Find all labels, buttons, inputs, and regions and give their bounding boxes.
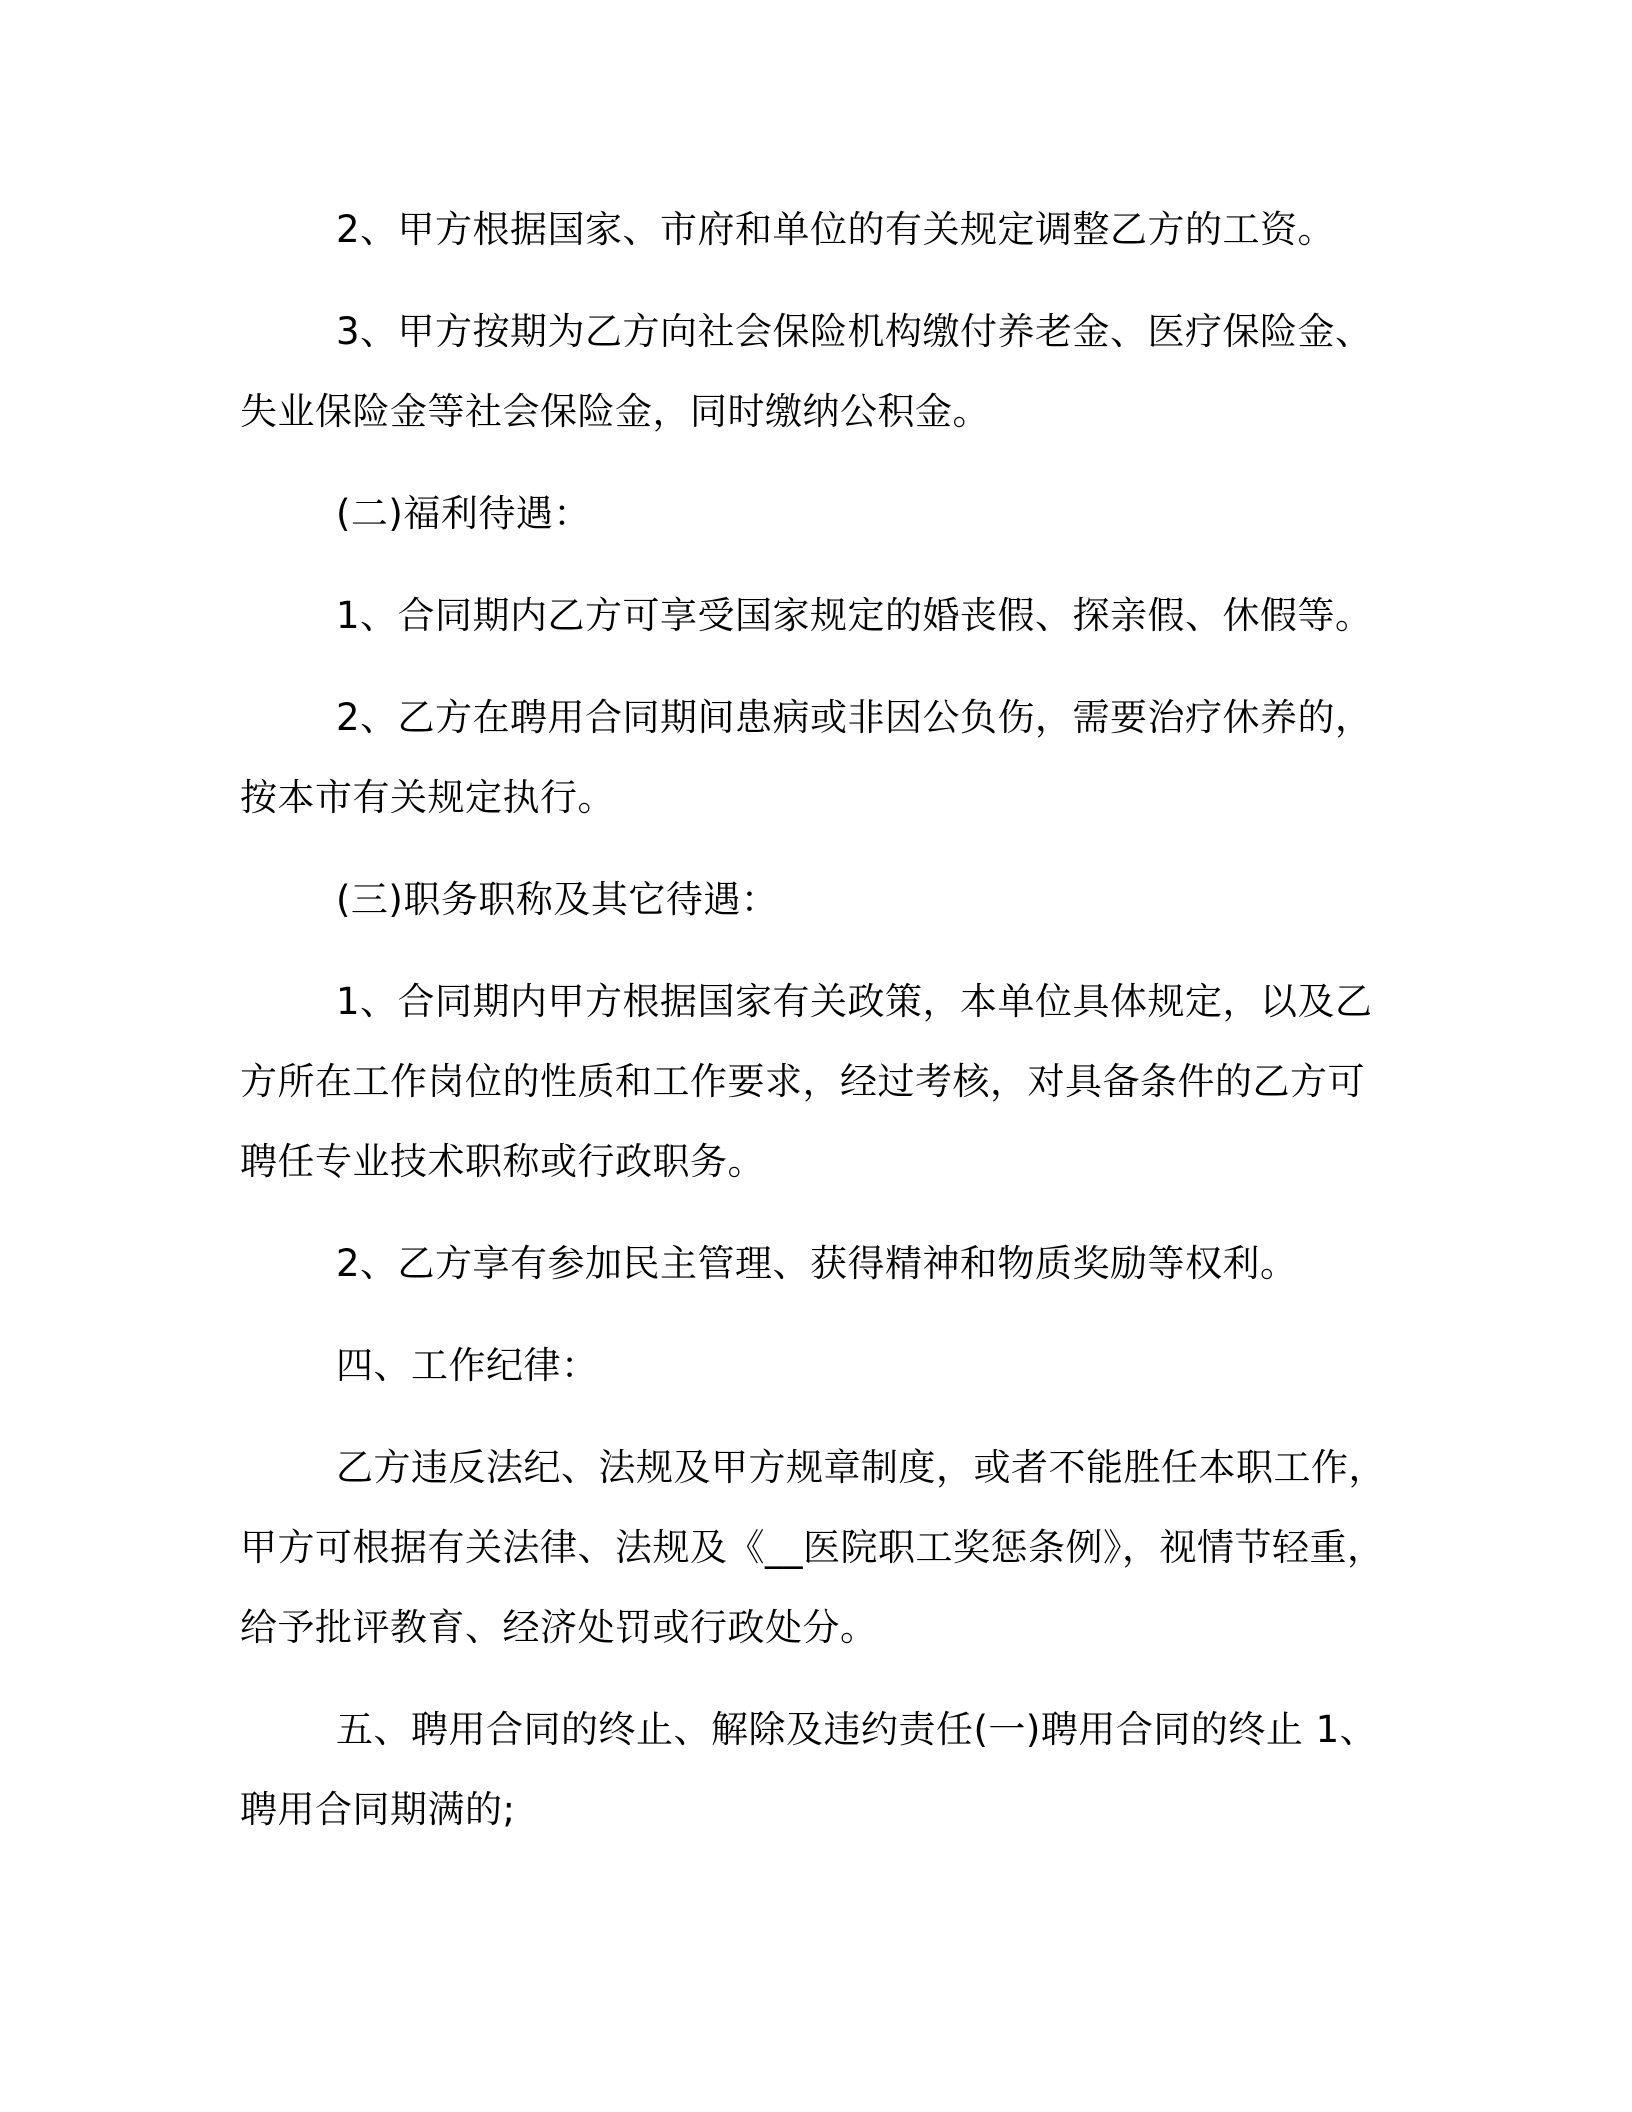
paragraph-leave-entitlement [240,576,1390,656]
paragraph-line: 甲方可根据有关法律、法规及《__医院职工奖惩条例》，视情节轻重， [240,1526,1385,1569]
paragraph-line: 乙方违反法纪、法规及甲方规章制度，或者不能胜任本职工作， [336,1446,1386,1489]
paragraph-discipline-penalties [240,1428,1390,1668]
paragraph-line: 2、乙方享有参加民主管理、获得精神和物质奖励等权利。 [336,1242,1298,1285]
paragraph-line: 四、工作纪律： [336,1344,599,1387]
paragraph-line: 聘任专业技术职称或行政职务。 [240,1140,765,1183]
paragraph-line: (二)福利待遇： [336,492,591,535]
paragraph-democratic-management [240,1224,1390,1304]
paragraph-line: 1、合同期内甲方根据国家有关政策，本单位具体规定，以及乙 [336,980,1373,1023]
paragraph-social-insurance [240,292,1390,452]
paragraph-line: 2、甲方根据国家、市府和单位的有关规定调整乙方的工资。 [336,208,1336,251]
paragraph-line: 聘用合同期满的; [240,1788,516,1831]
paragraph-line: 2、乙方在聘用合同期间患病或非因公负伤，需要治疗休养的， [336,696,1373,739]
heading-welfare-benefits [240,474,1390,554]
paragraph-sick-leave [240,678,1390,838]
paragraph-line: 五、聘用合同的终止、解除及违约责任(一)聘用合同的终止 1、 [336,1708,1378,1751]
document-body [240,190,1390,1872]
paragraph-line: 1、合同期内乙方可享受国家规定的婚丧假、探亲假、休假等。 [336,594,1373,637]
paragraph-line: 3、甲方按期为乙方向社会保险机构缴付养老金、医疗保险金、 [336,310,1373,353]
heading-title-and-other-benefits [240,860,1390,940]
paragraph-line: 方所在工作岗位的性质和工作要求，经过考核，对具备条件的乙方可 [240,1060,1365,1103]
paragraph-line: (三)职务职称及其它待遇： [336,878,779,921]
paragraph-line: 按本市有关规定执行。 [240,776,615,819]
heading-work-discipline [240,1326,1390,1406]
paragraph-salary-adjustment [240,190,1390,270]
paragraph-line: 给予批评教育、经济处罚或行政处分。 [240,1606,878,1649]
paragraph-professional-title [240,962,1390,1202]
paragraph-line: 失业保险金等社会保险金，同时缴纳公积金。 [240,390,990,433]
paragraph-contract-termination [240,1690,1390,1850]
